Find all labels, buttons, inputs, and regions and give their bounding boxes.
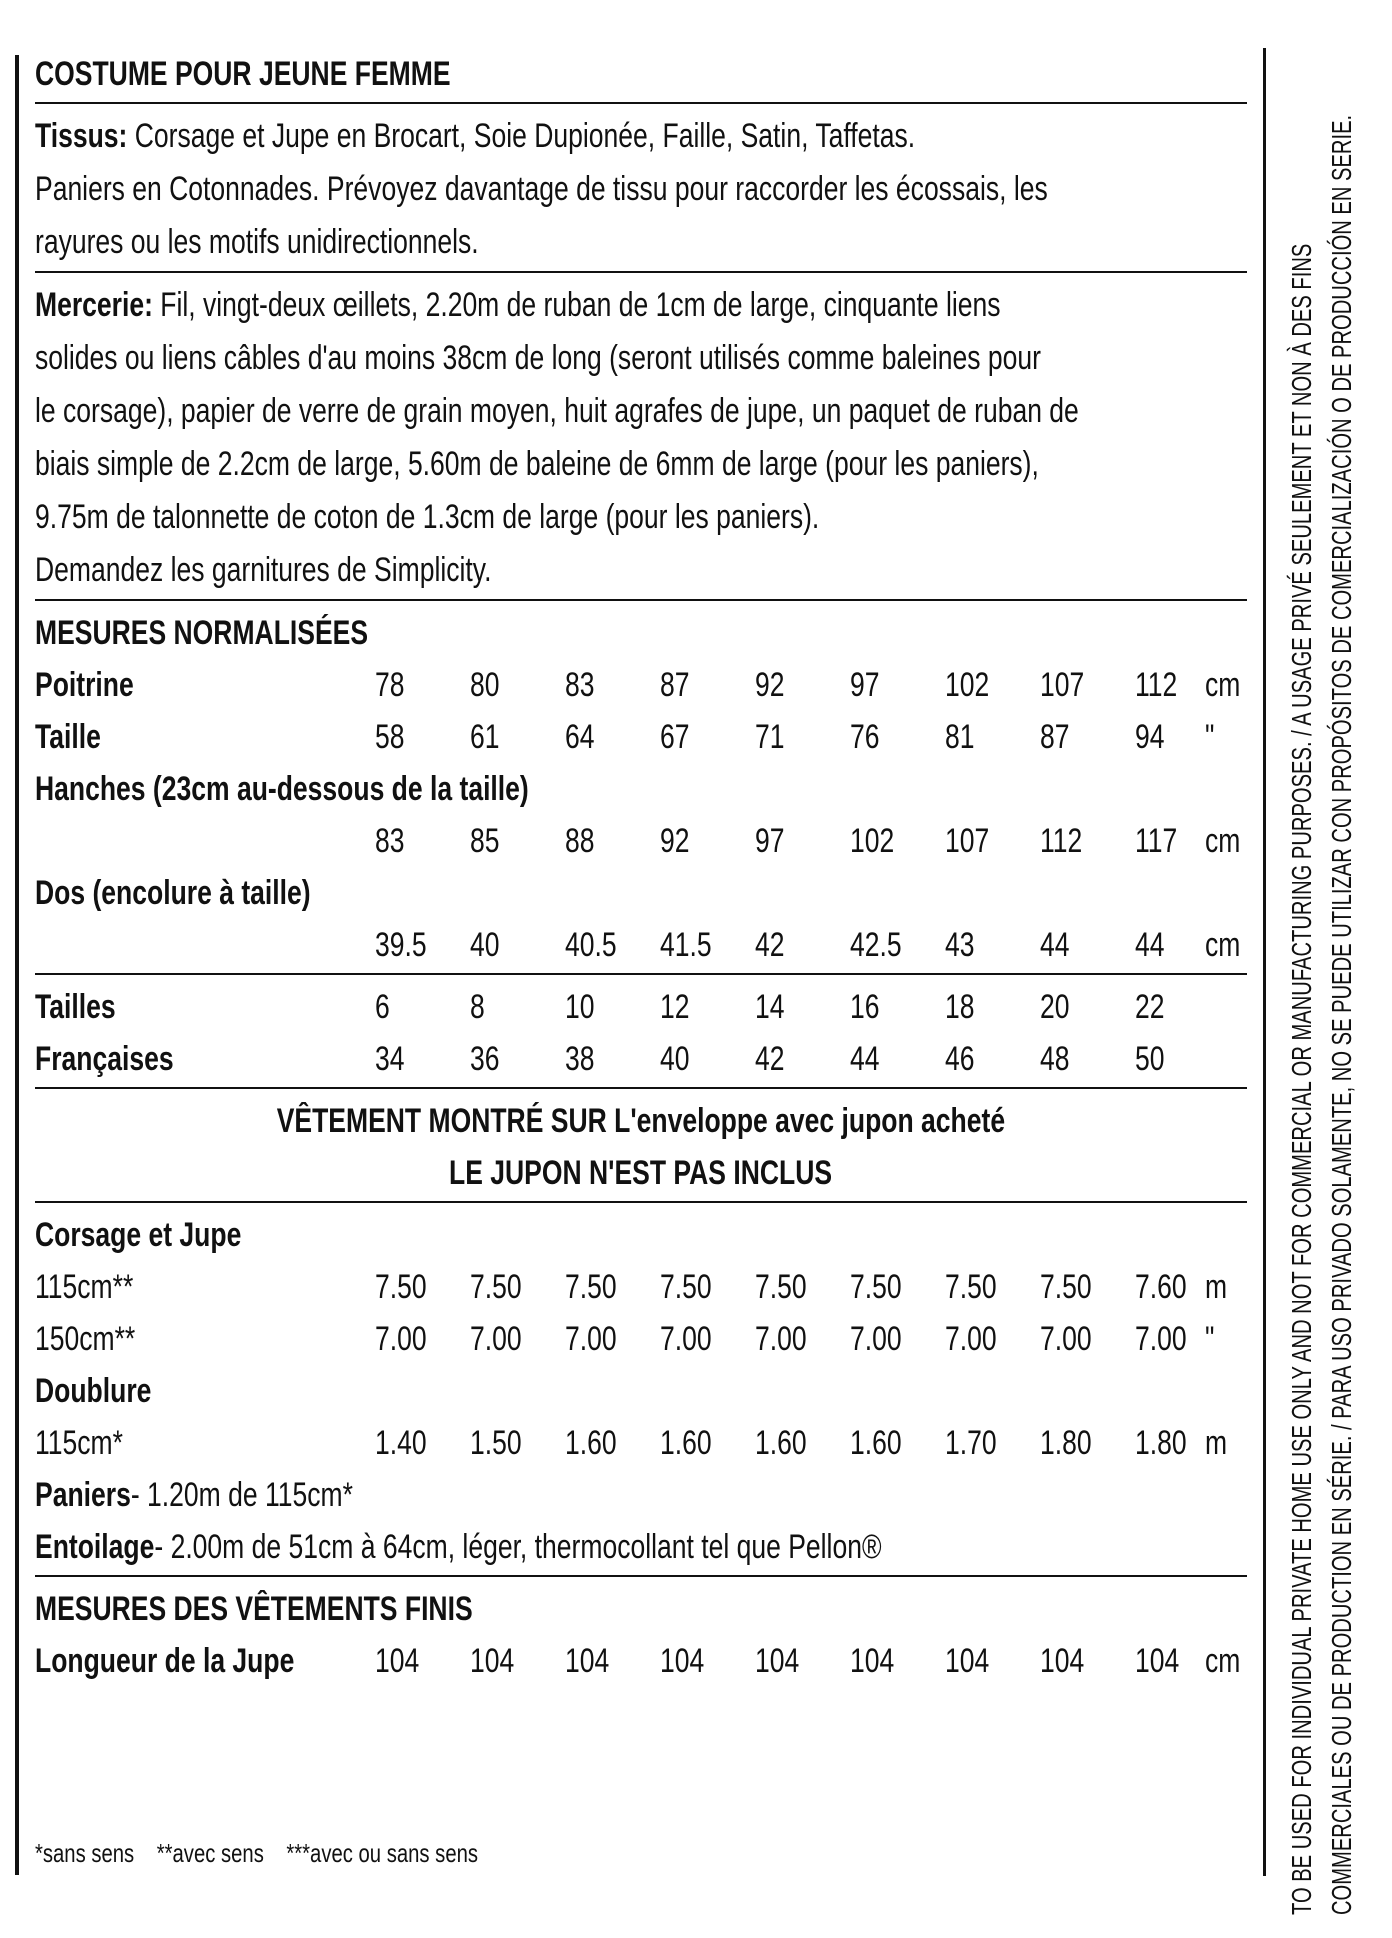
table-row <box>35 981 1247 1033</box>
table-cell: 50 <box>1135 1040 1165 1078</box>
table-cell: 7.00 <box>755 1320 807 1358</box>
table-cell: 38 <box>565 1040 595 1078</box>
table-cell: 7.00 <box>660 1320 712 1358</box>
table-cell: 42 <box>755 926 785 964</box>
table-cell: 83 <box>565 666 595 704</box>
table-cell: 1.40 <box>375 1424 427 1462</box>
table-cell: 67 <box>660 718 690 756</box>
table-cell: 22 <box>1135 988 1165 1026</box>
table-cell: 92 <box>755 666 785 704</box>
table-cell: 85 <box>470 822 500 860</box>
table-row <box>35 1033 1247 1085</box>
table-cell: 107 <box>945 822 990 860</box>
table-cell: 10 <box>565 988 595 1026</box>
table-cell: 88 <box>565 822 595 860</box>
mercerie-text: biais simple de 2.2cm de large, 5.60m de baleine de 6mm de large (pour les paniers), <box>35 445 1039 483</box>
table-cell: 7.00 <box>470 1320 522 1358</box>
paniers-row <box>35 1469 1247 1521</box>
table-cell: 1.50 <box>470 1424 522 1462</box>
row-label: Doublure <box>35 1372 152 1410</box>
table-row <box>35 867 1247 919</box>
table-cell: 1.80 <box>1040 1424 1092 1462</box>
table-row <box>35 1417 1247 1469</box>
table-cell: 44 <box>850 1040 880 1078</box>
unit-label: " <box>1205 718 1215 756</box>
table-cell: 92 <box>660 822 690 860</box>
table-cell: 104 <box>755 1642 800 1680</box>
table-cell: 80 <box>470 666 500 704</box>
table-cell: 76 <box>850 718 880 756</box>
table-cell: 40 <box>470 926 500 964</box>
tissus-text: rayures ou les motifs unidirectionnels. <box>35 223 479 261</box>
mercerie-text: solides ou liens câbles d'au moins 38cm de long (seront utilisés comme baleines pour <box>35 339 1041 377</box>
table-cell: 71 <box>755 718 785 756</box>
table-cell: 104 <box>945 1642 990 1680</box>
paniers-text: - 1.20m de 115cm* <box>130 1476 353 1514</box>
table-cell: 7.50 <box>1040 1268 1092 1306</box>
footnote: *sans sens **avec sens ***avec ou sans sens <box>35 1838 479 1868</box>
table-cell: 16 <box>850 988 880 1026</box>
right-border-line <box>1263 48 1266 1876</box>
tailles-table <box>35 981 1247 1085</box>
unit-label: m <box>1205 1424 1228 1462</box>
table-cell: 7.00 <box>565 1320 617 1358</box>
table-cell: 102 <box>945 666 990 704</box>
table-cell: 7.50 <box>470 1268 522 1306</box>
yardage-table <box>35 1209 1247 1573</box>
table-cell: 104 <box>375 1642 420 1680</box>
table-row <box>35 1313 1247 1365</box>
entoilage-text: - 2.00m de 51cm à 64cm, léger, thermocollant tel que Pellon® <box>154 1528 882 1566</box>
row-label: Taille <box>35 718 101 756</box>
notice-line: VÊTEMENT MONTRÉ SUR L'enveloppe avec jupon acheté <box>276 1102 1006 1140</box>
table-cell: 14 <box>755 988 785 1026</box>
mesures-normalisees-table <box>35 607 1247 971</box>
table-cell: 1.70 <box>945 1424 997 1462</box>
table-cell: 1.60 <box>565 1424 617 1462</box>
table-cell: 40 <box>660 1040 690 1078</box>
table-cell: 34 <box>375 1040 405 1078</box>
table-cell: 104 <box>850 1642 895 1680</box>
notice-line: LE JUPON N'EST PAS INCLUS <box>449 1154 833 1192</box>
page-title: COSTUME POUR JEUNE FEMME <box>35 55 451 93</box>
entoilage-row <box>35 1521 1247 1573</box>
table-cell: 61 <box>470 718 500 756</box>
table-cell: 1.60 <box>850 1424 902 1462</box>
tissus-text: Paniers en Cotonnades. Prévoyez davantage de tissu pour raccorder les écossais, les <box>35 170 1048 208</box>
tissus-text: Corsage et Jupe en Brocart, Soie Dupionée, Faille, Satin, Taffetas. <box>127 117 916 155</box>
table-cell: 83 <box>375 822 405 860</box>
table-cell: 78 <box>375 666 405 704</box>
table-row <box>35 1635 1247 1687</box>
table-cell: 107 <box>1040 666 1085 704</box>
legal-notice-line: TO BE USED FOR INDIVIDUAL PRIVATE HOME USE ONLY AND NOT FOR COMMERCIAL OR MANUFACTURING PURPOSES. / A USAGE PRIVÉ SEULEMENT ET NON À DES FINS <box>1286 243 1317 1915</box>
table-row <box>35 659 1247 711</box>
main-content <box>35 48 1247 1687</box>
table-cell: 1.80 <box>1135 1424 1187 1462</box>
table-cell: 20 <box>1040 988 1070 1026</box>
table-cell: 44 <box>1135 926 1165 964</box>
table-cell: 117 <box>1135 822 1178 860</box>
table-cell: 7.50 <box>945 1268 997 1306</box>
table-cell: 104 <box>470 1642 515 1680</box>
table-cell: 46 <box>945 1040 975 1078</box>
mercerie-label: Mercerie: <box>35 286 153 324</box>
table-cell: 87 <box>660 666 690 704</box>
divider <box>35 271 1247 273</box>
table-cell: 12 <box>660 988 690 1026</box>
table-cell: 7.00 <box>375 1320 427 1358</box>
divider <box>35 973 1247 975</box>
divider <box>35 1575 1247 1577</box>
divider <box>35 1201 1247 1203</box>
table-cell: 43 <box>945 926 975 964</box>
finished-measurements-table <box>35 1583 1247 1687</box>
table-cell: 42 <box>755 1040 785 1078</box>
table-cell: 8 <box>470 988 485 1026</box>
table-row <box>35 815 1247 867</box>
table-cell: 112 <box>1135 666 1178 704</box>
table-cell: 104 <box>1135 1642 1180 1680</box>
table-cell: 1.60 <box>755 1424 807 1462</box>
legal-notice-line: COMMERCIALES OU DE PRODUCTION EN SÉRIE. / PARA USO PRIVADO SOLAMENTE, NO SE PUEDE UTILIZAR CON PROPÓSITOS DE COMERCIALIZACIÓN O DE PRODUCCIÓN EN SERIE. <box>1326 114 1357 1915</box>
table-cell: 97 <box>755 822 785 860</box>
notice-block <box>35 1095 1247 1199</box>
row-label: 115cm* <box>35 1424 123 1462</box>
table-cell: 6 <box>375 988 390 1026</box>
mercerie-text: Demandez les garnitures de Simplicity. <box>35 551 492 589</box>
table-row <box>35 1261 1247 1313</box>
table-cell: 7.50 <box>660 1268 712 1306</box>
table-cell: 87 <box>1040 718 1070 756</box>
table-cell: 42.5 <box>850 926 902 964</box>
table-cell: 36 <box>470 1040 500 1078</box>
row-label: Dos (encolure à taille) <box>35 874 311 912</box>
table-cell: 44 <box>1040 926 1070 964</box>
row-label: Entoilage <box>35 1528 155 1566</box>
divider <box>35 599 1247 601</box>
mercerie-text: Fil, vingt-deux œillets, 2.20m de ruban de 1cm de large, cinquante liens <box>152 286 1001 324</box>
table-cell: 112 <box>1040 822 1083 860</box>
mercerie-text: 9.75m de talonnette de coton de 1.3cm de large (pour les paniers). <box>35 498 820 536</box>
table-cell: 104 <box>1040 1642 1085 1680</box>
tissus-section <box>35 110 1247 269</box>
unit-label: cm <box>1205 822 1241 860</box>
table-cell: 7.50 <box>375 1268 427 1306</box>
row-label: Poitrine <box>35 666 134 704</box>
table-cell: 7.00 <box>850 1320 902 1358</box>
table-cell: 81 <box>945 718 975 756</box>
unit-label: cm <box>1205 926 1241 964</box>
unit-label: cm <box>1205 666 1241 704</box>
table-cell: 7.00 <box>1040 1320 1092 1358</box>
table-cell: 7.00 <box>1135 1320 1187 1358</box>
table-row <box>35 763 1247 815</box>
table-cell: 7.50 <box>850 1268 902 1306</box>
table-cell: 58 <box>375 718 405 756</box>
left-border-line <box>15 55 19 1875</box>
table-cell: 7.50 <box>755 1268 807 1306</box>
table-cell: 18 <box>945 988 975 1026</box>
unit-label: " <box>1205 1320 1215 1358</box>
table-cell: 97 <box>850 666 880 704</box>
row-label: Tailles <box>35 988 116 1026</box>
row-label: Corsage et Jupe <box>35 1216 242 1254</box>
table-cell: 41.5 <box>660 926 712 964</box>
row-label: Longueur de la Jupe <box>35 1642 295 1680</box>
table-cell: 104 <box>660 1642 705 1680</box>
table-cell: 94 <box>1135 718 1165 756</box>
section-heading: MESURES DES VÊTEMENTS FINIS <box>35 1590 473 1628</box>
unit-label: cm <box>1205 1642 1241 1680</box>
table-cell: 7.00 <box>945 1320 997 1358</box>
table-cell: 64 <box>565 718 595 756</box>
row-label: 150cm** <box>35 1320 136 1358</box>
divider <box>35 1087 1247 1089</box>
unit-label: m <box>1205 1268 1228 1306</box>
table-cell: 1.60 <box>660 1424 712 1462</box>
divider <box>35 102 1247 104</box>
section-heading: MESURES NORMALISÉES <box>35 614 369 652</box>
mercerie-text: le corsage), papier de verre de grain moyen, huit agrafes de jupe, un paquet de ruban de <box>35 392 1079 430</box>
table-cell: 39.5 <box>375 926 427 964</box>
table-cell: 7.60 <box>1135 1268 1187 1306</box>
row-label: 115cm** <box>35 1268 134 1306</box>
table-cell: 40.5 <box>565 926 617 964</box>
table-cell: 102 <box>850 822 895 860</box>
table-row <box>35 711 1247 763</box>
legal-notice-sidebar <box>1282 25 1392 1915</box>
table-row <box>35 919 1247 971</box>
table-cell: 7.50 <box>565 1268 617 1306</box>
mercerie-section <box>35 279 1247 597</box>
row-label: Françaises <box>35 1040 174 1078</box>
row-label: Hanches (23cm au-dessous de la taille) <box>35 770 529 808</box>
table-cell: 104 <box>565 1642 610 1680</box>
table-cell: 48 <box>1040 1040 1070 1078</box>
row-label: Paniers <box>35 1476 131 1514</box>
tissus-label: Tissus: <box>35 117 128 155</box>
